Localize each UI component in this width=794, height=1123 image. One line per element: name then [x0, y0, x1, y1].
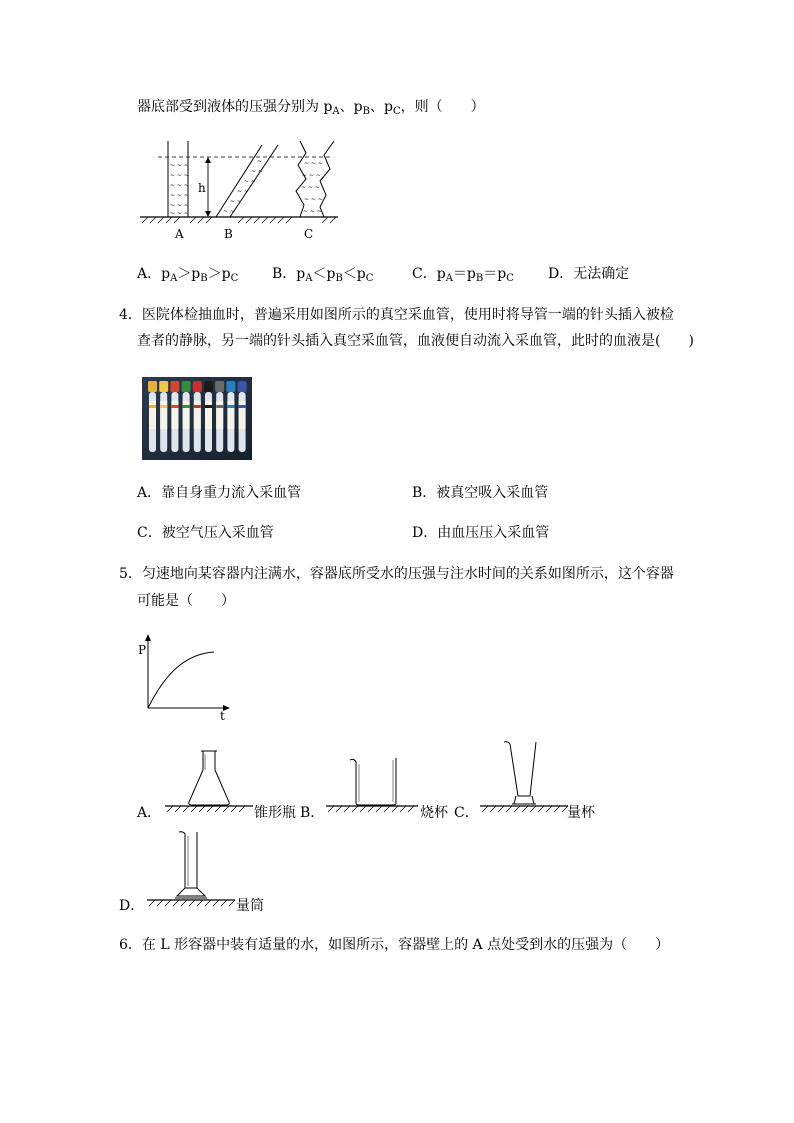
pressure-time-graph — [136, 632, 236, 722]
q5-option-a-letter[interactable]: A． — [137, 805, 162, 821]
svg-text:~ ~ ~: ~ ~ ~ — [170, 162, 189, 169]
svg-text:~ ~ ~: ~ ~ ~ — [170, 192, 189, 199]
q5-option-c-name: 量杯 — [567, 805, 595, 821]
svg-text:~ ~ ~: ~ ~ ~ — [170, 172, 189, 179]
q5-option-b-name: 烧杯 — [420, 805, 448, 821]
blood-tube — [204, 381, 213, 452]
q4-stem-line2: 查者的静脉，另一端的针头插入真空采血管，血液便自动流入采血管，此时的血液是( ) — [137, 333, 694, 349]
beaker-figure — [326, 748, 421, 818]
svg-text:~ ~ ~: ~ ~ ~ — [302, 172, 321, 179]
q6-stem-line1: 6．在 L 形容器中装有适量的水，如图所示，容器壁上的 A 点处受到水的压强为（ ） — [119, 937, 670, 953]
measuring-cup-figure — [478, 738, 570, 818]
blood-tube — [159, 381, 168, 452]
q3-stem: 器底部受到液体的压强分别为 $p_A$、$p_B$、$p_C$，则（ ） — [137, 99, 485, 117]
svg-text:~ ~: ~ ~ — [237, 188, 249, 195]
q3-option-b[interactable]: B．$p_A<p_B<p_C$ — [272, 266, 374, 284]
q5-option-b-letter[interactable]: B． — [300, 805, 325, 821]
q5-option-d-letter[interactable]: D． — [119, 898, 145, 914]
blood-tube — [170, 381, 179, 452]
graph-ylabel: P — [138, 643, 147, 657]
blood-tube — [182, 381, 191, 452]
svg-text:~: ~ — [257, 158, 263, 165]
q3-option-c[interactable]: C．$p_A=p_B=p_C$ — [412, 266, 514, 284]
graph-xlabel: t — [220, 709, 225, 723]
svg-text:~ ~ ~: ~ ~ ~ — [301, 184, 320, 191]
q5-option-c-letter[interactable]: C． — [454, 805, 479, 821]
label-b: B — [224, 227, 233, 241]
svg-text:~ ~ ~: ~ ~ ~ — [170, 202, 189, 209]
svg-text:~ ~: ~ ~ — [230, 198, 242, 205]
svg-text:~ ~ ~: ~ ~ ~ — [170, 210, 189, 217]
blood-tube — [148, 381, 157, 452]
q4-option-d[interactable]: D．由血压压入采血管 — [412, 525, 550, 541]
q3-figure-containers — [138, 135, 348, 245]
q4-stem-line1: 4．医院体检抽血时，普遍采用如图所示的真空采血管，使用时将导管一端的针头插入被检 — [119, 307, 674, 323]
container-c — [296, 141, 334, 217]
svg-text:~ ~: ~ ~ — [251, 168, 263, 175]
svg-text:~ ~ ~: ~ ~ ~ — [304, 160, 323, 167]
q4-option-c[interactable]: C．被空气压入采血管 — [137, 525, 274, 541]
q5-option-d-name: 量筒 — [236, 898, 264, 914]
svg-text:~ ~ ~: ~ ~ ~ — [304, 196, 323, 203]
svg-text:~ ~ ~: ~ ~ ~ — [170, 182, 189, 189]
q5-stem-line1: 5．匀速地向某容器内注满水，容器底所受水的压强与注水时间的关系如图所示，这个容器 — [119, 566, 674, 582]
blood-tube — [238, 381, 247, 452]
q5-stem-line2: 可能是（ ） — [137, 593, 235, 609]
svg-text:~ ~: ~ ~ — [244, 178, 256, 185]
label-a: A — [175, 227, 184, 241]
svg-text:~ ~ ~: ~ ~ ~ — [303, 208, 322, 215]
q4-option-b[interactable]: B．被真空吸入采血管 — [412, 485, 549, 501]
q3-option-a[interactable]: A．$p_A>p_B>p_C$ — [137, 266, 239, 284]
label-h: h — [198, 181, 206, 195]
q4-option-a[interactable]: A．靠自身重力流入采血管 — [137, 485, 302, 501]
label-c: C — [304, 227, 314, 241]
svg-text:~ ~: ~ ~ — [223, 208, 235, 215]
q5-option-a-name: 锥形瓶 — [254, 805, 296, 821]
blood-tube — [215, 381, 224, 452]
blood-tube — [193, 381, 202, 452]
graduated-cylinder-figure — [145, 828, 237, 913]
blood-tubes-photo — [142, 377, 252, 460]
conical-flask-figure — [165, 748, 255, 818]
blood-tube — [226, 381, 235, 452]
q3-option-d[interactable]: D．无法确定 — [548, 266, 630, 282]
